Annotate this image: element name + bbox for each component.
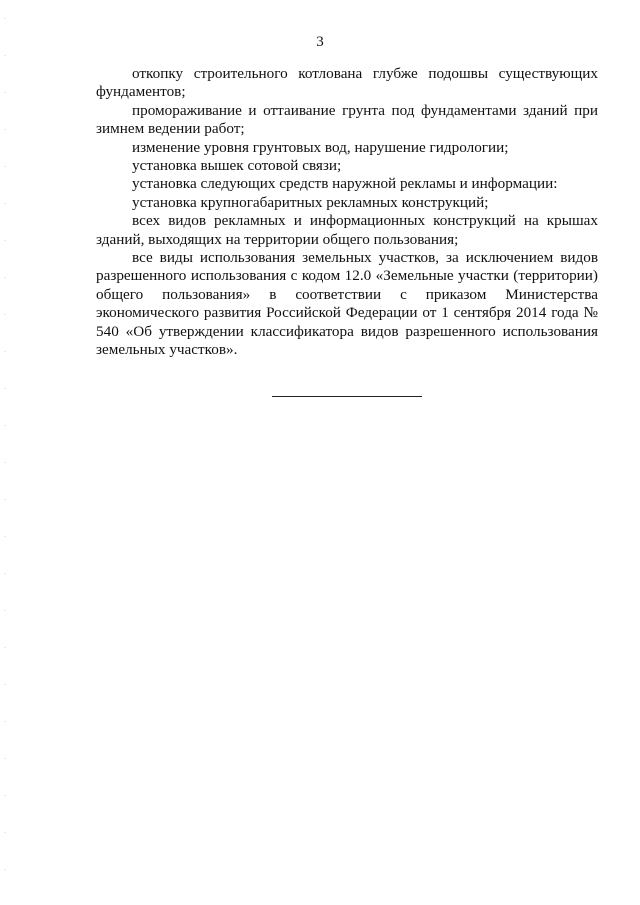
paragraph-advertising-intro: установка следующих средств наружной рекламы и информации: [132, 175, 558, 193]
paragraph-groundwater: изменение уровня грунтовых вод, нарушение гидрологии; [132, 138, 509, 156]
paragraph-roof-advertising: всех видов рекламных и информационных конструкций на крышах зданий, выходящих на территории общего пользования; [96, 212, 598, 248]
paragraph-excavation: откопку строительного котлована глубже подошвы существующих фундаментов; [96, 65, 598, 101]
paragraph-freezing: промораживание и оттаивание грунта под фундаментами зданий при зимнем ведении работ; [96, 101, 598, 138]
page-number: 3 [316, 34, 324, 50]
document-body [96, 65, 598, 360]
end-of-document-rule [272, 396, 422, 397]
paragraph-cell-towers: установка вышек сотовой связи; [132, 157, 342, 175]
scan-edge-marks [4, 0, 6, 905]
paragraph-large-advertising: установка крупногабаритных рекламных конструкций; [132, 193, 489, 211]
paragraph-land-use: все виды использования земельных участков, за исключением видов разрешенного использования с кодом 12.0 «Земельные участки (территории) общего пользования» в соответствии с приказом Министерства экономического развития Российской Федерации от 1 сентября 2014 года № 540 «Об утверждении классификатора видов разрешенного использования земельных участков». [96, 249, 598, 359]
